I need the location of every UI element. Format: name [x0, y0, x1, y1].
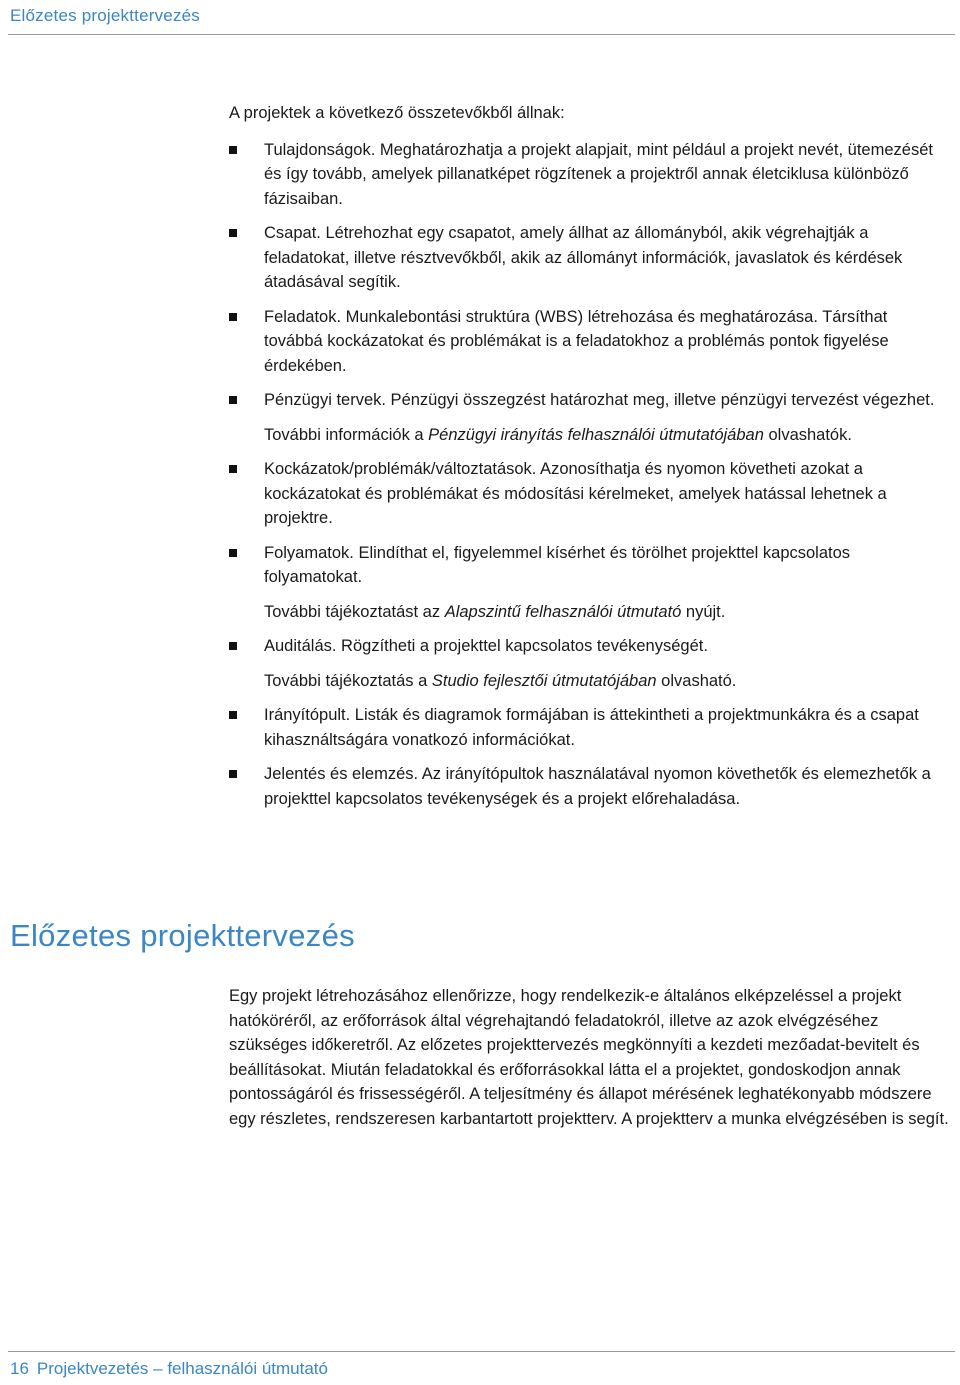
list-item: [229, 138, 949, 212]
list-item-text: Jelentés és elemzés. Az irányítópultok használatával nyomon követhetők és elemezhetők a projekttel kapcsolatos tevékenységek és a projekt előrehaladása.: [264, 765, 931, 808]
list-item: [229, 762, 949, 811]
square-bullet-icon: [229, 549, 237, 557]
list-item-text: Tulajdonságok. Meghatározhatja a projekt alapjait, mint például a projekt nevét, ütemezését és így tovább, amelyek pillanatképet rögzítenek a projektről annak életciklusa különböző fázisaiban.: [264, 140, 933, 208]
page-footer: [10, 1359, 328, 1379]
note-text: További tájékoztatást az: [264, 602, 445, 621]
list-item-text: Irányítópult. Listák és diagramok formájában is áttekintheti a projektmunkákra és a csapat kihasználtságára vonatkozó információkat.: [264, 706, 919, 749]
page-number: 16: [10, 1359, 29, 1378]
note-text: További információk a: [264, 425, 429, 444]
reference-note: [264, 423, 949, 448]
note-text: olvashatók.: [763, 425, 852, 444]
document-reference: Alapszintű felhasználói útmutató: [444, 602, 682, 621]
square-bullet-icon: [229, 642, 237, 650]
reference-note: [264, 669, 949, 694]
square-bullet-icon: [229, 229, 237, 237]
reference-note: [264, 600, 949, 625]
note-text: olvasható.: [656, 671, 737, 690]
running-header: Előzetes projekttervezés: [10, 6, 200, 25]
square-bullet-icon: [229, 313, 237, 321]
list-item: [229, 703, 949, 752]
list-item-text: Pénzügyi tervek. Pénzügyi összegzést határozhat meg, illetve pénzügyi tervezést végezhet.: [264, 391, 935, 409]
square-bullet-icon: [229, 465, 237, 473]
list-item: [229, 541, 949, 625]
list-item-text: Csapat. Létrehozhat egy csapatot, amely állhat az állományból, akik végrehajtják a feladatokat, illetve résztvevőkből, akik az állományt információk, javaslatok és kérdések átadásával segítik.: [264, 224, 903, 291]
list-item: [229, 388, 949, 447]
square-bullet-icon: [229, 146, 237, 154]
list-item-text: Kockázatok/problémák/változtatások. Azonosíthatja és nyomon követheti azokat a kockázatokat és problémákat és módosítási kérelmeket, amelyek hatással lehetnek a projektre.: [264, 460, 887, 527]
document-reference: Pénzügyi irányítás felhasználói útmutatójában: [428, 425, 764, 444]
section-heading: Előzetes projekttervezés: [10, 918, 355, 953]
list-item: [229, 221, 949, 295]
document-reference: Studio fejlesztői útmutatójában: [431, 671, 657, 690]
list-item-text: Feladatok. Munkalebontási struktúra (WBS) létrehozása és meghatározása. Társíthat továbbá kockázatokat és problémákat is a feladatokhoz a problémás pontok figyelése érdekében.: [264, 307, 889, 375]
square-bullet-icon: [229, 396, 237, 404]
footer-divider: [8, 1351, 955, 1352]
main-content: [229, 101, 949, 821]
list-item-text: Folyamatok. Elindíthat el, figyelemmel kísérhet és törölhet projekttel kapcsolatos folyamatokat.: [264, 543, 851, 586]
component-list: [229, 138, 949, 812]
header-divider: [8, 34, 955, 35]
square-bullet-icon: [229, 770, 237, 778]
intro-paragraph: A projektek a következő összetevőkből állnak:: [229, 104, 565, 122]
section-body: Egy projekt létrehozásához ellenőrizze, hogy rendelkezik-e általános elképzeléssel a projekt hatóköréről, az erőforrások által végrehajtandó feladatokról, illetve az azok elvégzéséhez szükséges időkeretről. Az előzetes projekttervezés megkönnyíti a kezdeti mezőadat-bevitelt és beállításokat. Miután feladatokkal és erőforrásokkal látta el a projektet, gondoskodjon annak pontosságáról és frissességéről. A teljesítmény és állapot mérésének leghatékonyabb módszere egy részletes, rendszeresen karbantartott projektterv. A projektterv a munka elvégzésében is segít.: [229, 987, 949, 1128]
list-item: [229, 457, 949, 531]
square-bullet-icon: [229, 711, 237, 719]
list-item: [229, 634, 949, 693]
note-text: További tájékoztatás a: [264, 671, 432, 690]
list-item: [229, 305, 949, 379]
list-item-text: Auditálás. Rögzítheti a projekttel kapcsolatos tevékenységét.: [264, 637, 708, 655]
footer-title: Projektvezetés – felhasználói útmutató: [36, 1359, 328, 1378]
note-text: nyújt.: [681, 602, 726, 621]
